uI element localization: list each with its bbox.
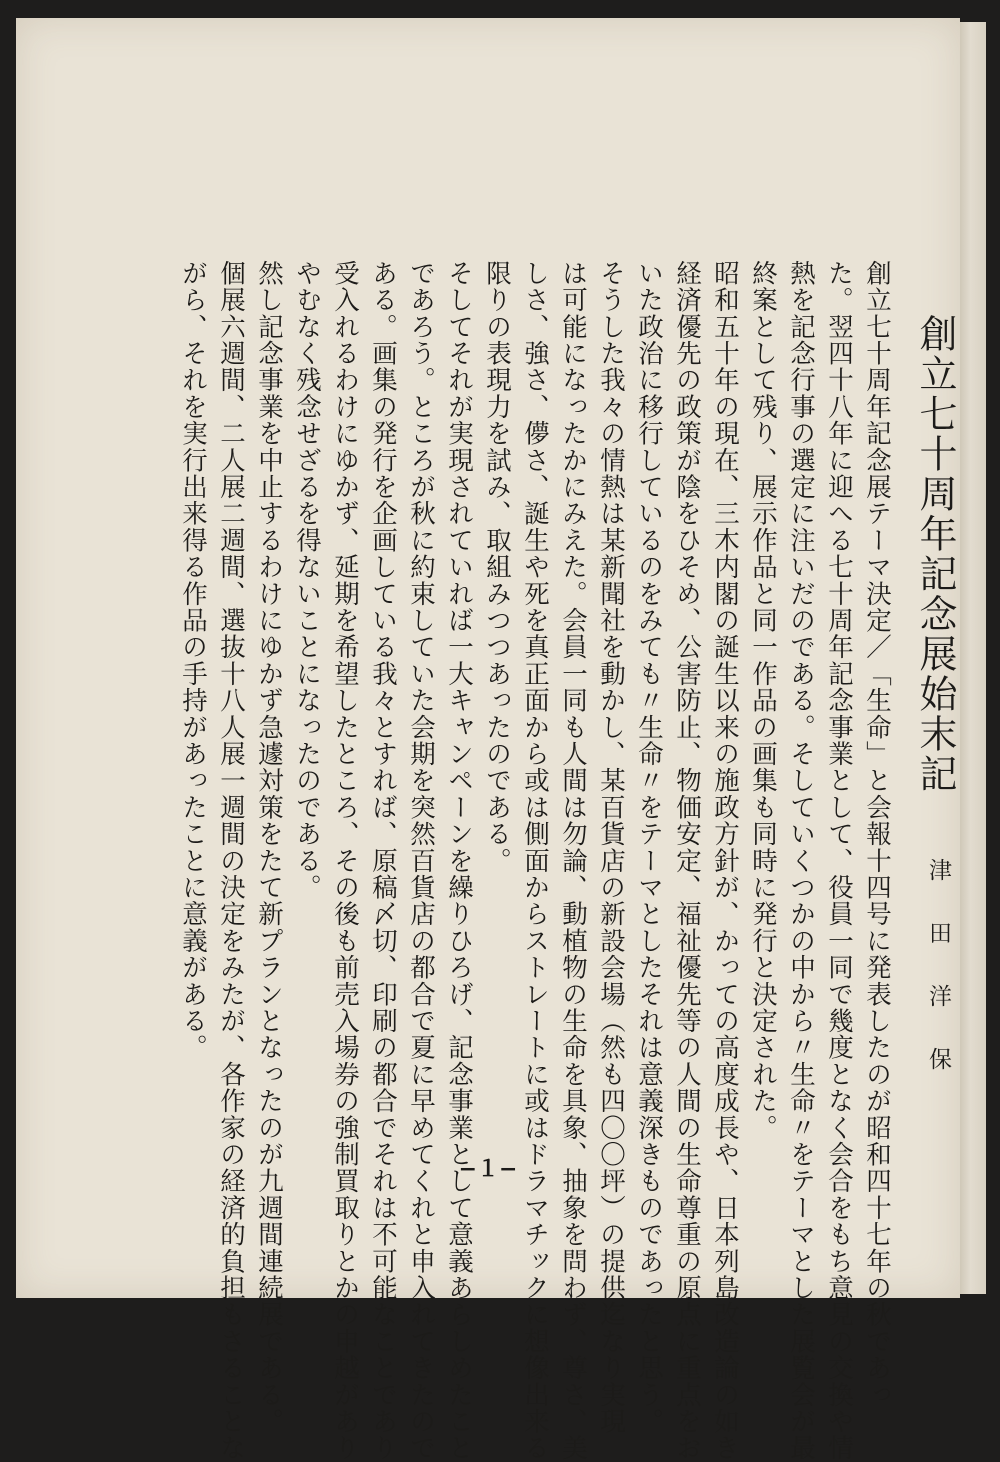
text-column: 創立七十周年記念展テーマ決定／「生命」と会報十四号に発表したのが昭和四十七年の秋であっ xyxy=(862,260,892,1409)
text-column: やむなく残念せざるを得ないことになったのである。 xyxy=(292,260,322,901)
text-column: 経済優先の政策が陰をひそめ、公害防止、物価安定、福祉優先等の人間の生命尊重の原点に重点をお xyxy=(672,260,702,1462)
text-column: であろう。ところが秋に約束していた会期を突然百貨店の都合で夏に早めてくれと申入れてきたので xyxy=(406,260,436,1462)
page-number: −１− xyxy=(458,1156,518,1182)
text-column: た。翌四十八年に迎へる七十周年記念事業として、役員一同で幾度となく会合をもち意見の交換や情 xyxy=(824,260,854,1462)
body-text xyxy=(178,260,896,1462)
document-page xyxy=(16,18,960,1462)
text-column: は可能になったかにみえた。会員一同も人間は勿論、動植物の生命を具象、抽象を問わず、尊さ、美 xyxy=(558,260,588,1462)
text-column: そしてそれが実現されていれば一大キャンペーンを繰りひろげ、記念事業として意義あらしめたこと xyxy=(444,260,474,1462)
text-column: いた政治に移行しているのをみても〃生命〃をテーマとしたそれは意義深きものであったと思う。 xyxy=(634,260,664,1435)
text-column: 然し記念事業を中止するわけにゆかず急遽対策をたて新プランとなったのが九週間連続展である。 xyxy=(254,260,284,1435)
author-name: 津田洋保 xyxy=(925,858,951,1110)
text-column: 限りの表現力を試み、取組みつつあったのである。 xyxy=(482,260,512,875)
document-title: 創立七十周年記念展始末記 xyxy=(913,314,957,794)
text-column: しさ、強さ、儚さ、誕生や死を真正面から或は側面からストレートに或はドラマチックに想像出来る xyxy=(520,260,550,1462)
text-column: そうした我々の情熱は某新聞社を動かし、某百貨店の新設会場（然も四〇〇坪）の提供迄なり実現 xyxy=(596,260,626,1435)
text-column: がら、それを実行出来得る作品の手持があったことに意義がある。 xyxy=(178,260,208,1061)
text-column: 熱を記念行事の選定に注いだのである。そしていくつかの中から〃生命〃をテーマとした展覧会が最 xyxy=(786,260,816,1462)
text-column: ある。画集の発行を企画している我々とすれば、原稿〆切、印刷の都合でそれは不可能なことであり xyxy=(368,260,398,1462)
text-column: 終案として残り、展示作品と同一作品の画集も同時に発行と決定された。 xyxy=(748,260,778,1142)
text-column: 個展六週間、二人展二週間、選抜十八人展一週間の決定をみたが、各作家の経済的負担もさることな xyxy=(216,260,246,1462)
text-column: 昭和五十年の現在、三木内閣の誕生以来の施政方針が、かっての高度成長や、日本列島改造論の如き xyxy=(710,260,740,1462)
text-column: 受入れるわけにゆかず、延期を希望したところ、その後も前売入場券の強制買取りとかの申越があり xyxy=(330,260,360,1462)
